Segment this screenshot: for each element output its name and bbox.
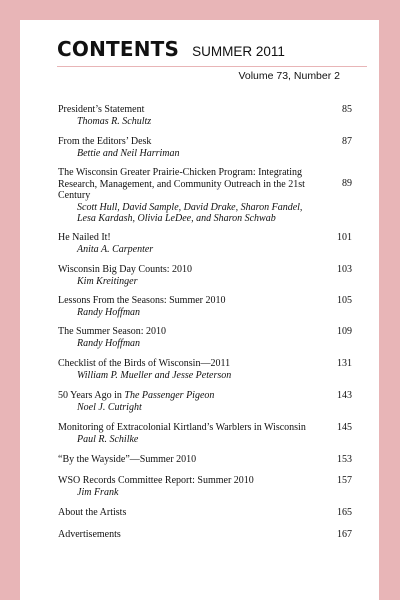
toc-entry-title: From the Editors’ Desk xyxy=(58,136,152,147)
toc-entry-page: 145 xyxy=(337,422,352,433)
toc-entry-title: President’s Statement xyxy=(58,104,145,115)
toc-entry[interactable] xyxy=(58,529,352,541)
toc-entry-authors: Thomas R. Schultz xyxy=(77,115,152,127)
toc-entry[interactable] xyxy=(58,136,352,159)
toc-entry-title xyxy=(58,390,352,402)
toc-entry-title-italic: The Passenger Pigeon xyxy=(124,390,215,401)
toc-entry-title: About the Artists xyxy=(58,507,127,518)
toc-entry[interactable] xyxy=(58,422,352,445)
page-title: CONTENTS xyxy=(57,37,180,61)
toc-entry-page: 103 xyxy=(337,264,352,275)
toc-entry[interactable] xyxy=(58,295,352,318)
toc-entry-title: Monitoring of Extracolonial Kirtland’s Warblers in Wisconsin xyxy=(58,422,306,433)
contents-header xyxy=(57,37,367,61)
toc-entry-title: The Wisconsin Greater Prairie-Chicken Program: Integrating Research, Management, and Community Outreach in the 21st Century xyxy=(58,167,305,201)
toc-entry-page: 87 xyxy=(342,136,352,147)
toc-entry-title: “By the Wayside”—Summer 2010 xyxy=(58,454,197,465)
toc-entry-page: 153 xyxy=(337,454,352,465)
toc-entry[interactable] xyxy=(58,507,352,519)
contents-page xyxy=(20,20,379,600)
toc-entry-page: 109 xyxy=(337,326,352,337)
toc-entry[interactable] xyxy=(58,264,352,287)
issue-season: SUMMER 2011 xyxy=(192,44,285,59)
toc-entry-page: 85 xyxy=(342,104,352,115)
toc-entry[interactable] xyxy=(58,167,352,225)
toc-entry[interactable] xyxy=(58,454,352,466)
toc-entry-title: WSO Records Committee Report: Summer 2010 xyxy=(58,475,254,486)
header-divider xyxy=(57,66,367,67)
toc-entry-authors: Kim Kreitinger xyxy=(77,275,138,287)
toc-entry-authors: Noel J. Cutright xyxy=(77,401,142,413)
toc-entry-authors: Scott Hull, David Sample, David Drake, Sharon Fandel, Lesa Kardash, Olivia LeDee, and Sharon Schwab xyxy=(77,201,303,224)
toc-entry-title: He Nailed It! xyxy=(58,232,111,243)
toc-entry[interactable] xyxy=(58,232,352,255)
toc-entry-authors: Anita A. Carpenter xyxy=(77,243,154,255)
toc-entry-page: 105 xyxy=(337,295,352,306)
toc-entry-authors: Jim Frank xyxy=(77,486,119,498)
toc-entry[interactable] xyxy=(58,358,352,381)
toc-entry-authors: Randy Hoffman xyxy=(77,337,141,349)
toc-entry-authors: Paul R. Schilke xyxy=(77,433,139,445)
toc-entry-page: 165 xyxy=(337,507,352,518)
toc-entry[interactable] xyxy=(58,475,352,498)
toc-entry-page: 157 xyxy=(337,475,352,486)
toc-entry-title-text: 50 Years Ago in xyxy=(58,390,125,401)
toc-entry-authors: Bettie and Neil Harriman xyxy=(77,147,180,159)
toc-entry-title: Lessons From the Seasons: Summer 2010 xyxy=(58,295,226,306)
toc-entry-title: The Summer Season: 2010 xyxy=(58,326,167,337)
toc-entry[interactable] xyxy=(58,326,352,349)
toc-entry-page: 143 xyxy=(337,390,352,401)
toc-entry-page: 167 xyxy=(337,529,352,540)
volume-number: Volume 73, Number 2 xyxy=(238,70,340,82)
toc-entry-title: Checklist of the Birds of Wisconsin—2011 xyxy=(58,358,231,369)
toc-entry-title: Wisconsin Big Day Counts: 2010 xyxy=(58,264,193,275)
toc-entry[interactable] xyxy=(58,104,352,127)
toc-entry-authors: Randy Hoffman xyxy=(77,306,141,318)
toc-entry-page: 89 xyxy=(342,178,352,189)
toc-entry-title: Advertisements xyxy=(58,529,121,540)
toc-entry-authors: William P. Mueller and Jesse Peterson xyxy=(77,369,232,381)
toc-entry[interactable] xyxy=(58,390,352,413)
toc-entry-page: 131 xyxy=(337,358,352,369)
toc-entry-page: 101 xyxy=(337,232,352,243)
